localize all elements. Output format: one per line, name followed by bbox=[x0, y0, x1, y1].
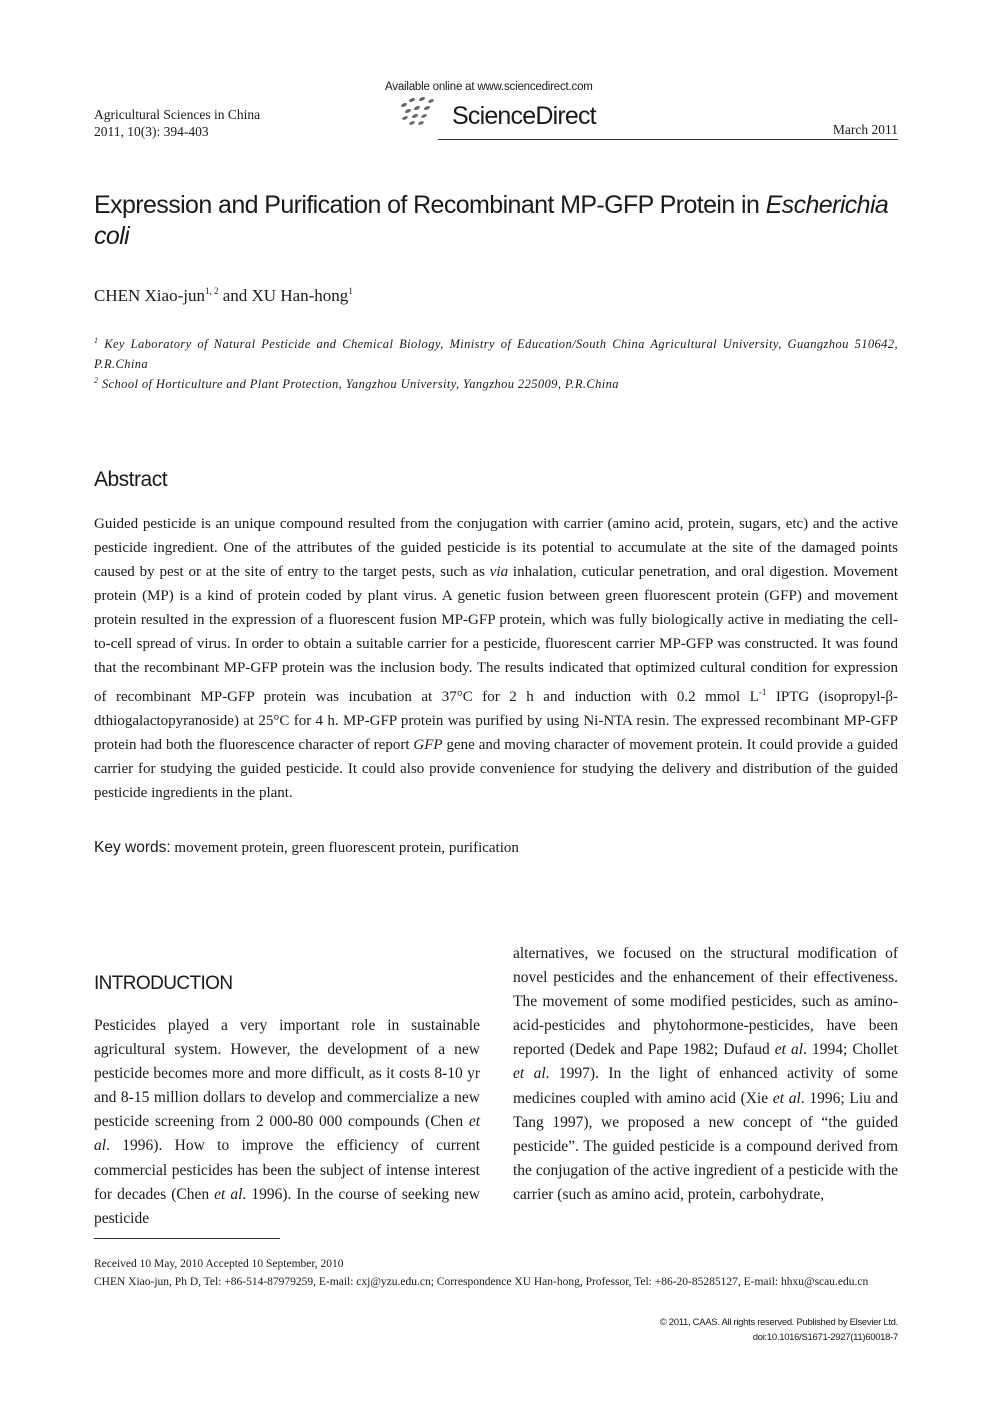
body-text: . 1996). In the course of seeking new pesticide bbox=[94, 1185, 480, 1227]
affiliation-text: School of Horticulture and Plant Protection, Yangzhou University, Yangzhou 225009, P.R.China bbox=[101, 377, 619, 391]
body-text-italic: et al bbox=[772, 1089, 801, 1107]
header-divider bbox=[438, 139, 898, 140]
keywords bbox=[94, 839, 519, 857]
introduction-right-column bbox=[513, 942, 898, 1207]
body-text: . 1997). In the light of enhanced activity of some medicines coupled with amino acid (Xie bbox=[513, 1065, 898, 1107]
keywords-label: Key words: bbox=[94, 839, 171, 856]
keywords-text: movement protein, green fluorescent protein, purification bbox=[170, 840, 519, 856]
abstract-text-italic: via bbox=[489, 564, 509, 580]
available-online-text[interactable]: Available online at www.sciencedirect.com bbox=[385, 81, 593, 93]
journal-name: Agricultural Sciences in China bbox=[94, 107, 261, 122]
sciencedirect-logo-text: ScienceDirect bbox=[452, 102, 596, 130]
body-text-italic: et al bbox=[94, 1113, 480, 1155]
article-title bbox=[94, 190, 904, 252]
abstract-text: IPTG (isopropyl-β-dthiogalactopyranoside) at 25°C for 4 h. MP-GFP protein was purified by using Ni-NTA resin. The expressed recombinant MP-GFP protein had both the fluorescence character of report bbox=[94, 689, 898, 753]
title-italic: Escherichia coli bbox=[94, 191, 889, 250]
correspondence: CHEN Xiao-jun, Ph D, Tel: +86-514-87979259, E-mail: cxj@yzu.edu.cn; Correspondence XU Han-hong, Professor, Tel: +86-20-85285127, E-mail: hhxu@scau.edu.cn bbox=[94, 1276, 869, 1288]
abstract-superscript: -1 bbox=[758, 687, 767, 697]
body-text: alternatives, we focused on the structural modification of novel pesticides and the enhancement of their effectiveness. The movement of some modified pesticides, such as amino-acid-pesticides and phytohormone-pesticides, have been reported (Dedek and Pape 1982; Dufaud bbox=[513, 945, 898, 1059]
body-text: . 1994; Chollet bbox=[803, 1041, 898, 1059]
abstract-text-italic: GFP bbox=[413, 737, 443, 753]
affiliation bbox=[94, 331, 898, 374]
footnote-divider bbox=[94, 1238, 280, 1239]
author-affil-ref: 1, 2 bbox=[204, 286, 219, 296]
body-text: . 1996; Liu and Tang 1997), we proposed a new concept of “the guided pesticide”. The guided pesticide is a compound derived from the conjugation of the active ingredient of a pesticide with the carrier (such as amino acid, protein, carbohydrate, bbox=[513, 1089, 898, 1203]
affiliation bbox=[94, 371, 898, 394]
body-text-italic: et al bbox=[513, 1065, 546, 1083]
doi[interactable]: doi:10.1016/S1671-2927(11)60018-7 bbox=[752, 1332, 898, 1343]
journal-citation: 2011, 10(3): 394-403 bbox=[94, 124, 209, 139]
body-text-italic: et al bbox=[214, 1185, 243, 1203]
author-name: XU Han-hong bbox=[251, 286, 349, 305]
body-text: Pesticides played a very important role in sustainable agricultural system. However, the development of a new pesticide becomes more and more difficult, as it costs 8-10 yr and 8-15 million dollars to develop and commercialize a new pesticide screening from 2 000-80 000 compounds (Chen bbox=[94, 1017, 480, 1131]
author-name: CHEN Xiao-jun bbox=[94, 286, 205, 305]
affiliation-number: 2 bbox=[94, 376, 99, 385]
body-text: . 1996). How to improve the efficiency of current commercial pesticides has been the subject of intense interest for decades (Chen bbox=[94, 1137, 480, 1203]
author-conj: and bbox=[218, 286, 252, 305]
affiliation-text: Key Laboratory of Natural Pesticide and Chemical Biology, Ministry of Education/South China Agricultural University, Guangzhou 510642, P.R.China bbox=[94, 337, 898, 371]
abstract-text: Guided pesticide is an unique compound resulted from the conjugation with carrier (amino acid, protein, sugars, etc) and the active pesticide ingredient. One of the attributes of the guided pesticide is its potential to accumulate at the site of the damaged points caused by pest or at the site of entry to the target pests, such as bbox=[94, 516, 898, 580]
author-list bbox=[94, 286, 353, 306]
body-text-italic: et al bbox=[774, 1041, 804, 1059]
journal-date: March 2011 bbox=[832, 122, 898, 137]
copyright-notice: © 2011, CAAS. All rights reserved. Published by Elsevier Ltd. bbox=[659, 1317, 898, 1328]
abstract-text: inhalation, cuticular penetration, and oral digestion. Movement protein (MP) is a kind of protein coded by plant virus. A genetic fusion between green fluorescent protein (GFP) and movement protein resulted in the expression of a fluorescent fusion MP-GFP protein, which was fully biologically active in mediating the cell-to-cell spread of virus. In order to obtain a suitable carrier for a pesticide, fluorescent carrier MP-GFP was constructed. It was found that the recombinant MP-GFP protein was the inclusion body. The results indicated that optimized cultural condition for expression of recombinant MP-GFP protein was incubation at 37°C for 2 h and induction with 0.2 mmol L bbox=[94, 564, 899, 705]
received-dates: Received 10 May, 2010 Accepted 10 September, 2010 bbox=[94, 1258, 344, 1270]
introduction-heading: INTRODUCTION bbox=[94, 973, 233, 994]
abstract-heading: Abstract bbox=[94, 468, 168, 491]
abstract-body bbox=[94, 512, 898, 805]
title-main: Expression and Purification of Recombinant MP-GFP Protein in bbox=[94, 191, 766, 219]
abstract-text: gene and moving character of movement protein. It could provide a guided carrier for studying the guided pesticide. It could also provide convenience for studying the delivery and distribution of the guided pesticide ingredients in the plant. bbox=[94, 737, 898, 801]
introduction-left-column bbox=[94, 1014, 480, 1231]
author-affil-ref: 1 bbox=[348, 286, 353, 296]
affiliation-number: 1 bbox=[94, 336, 99, 345]
journal-header bbox=[94, 106, 260, 140]
sciencedirect-logo-icon bbox=[398, 96, 438, 130]
